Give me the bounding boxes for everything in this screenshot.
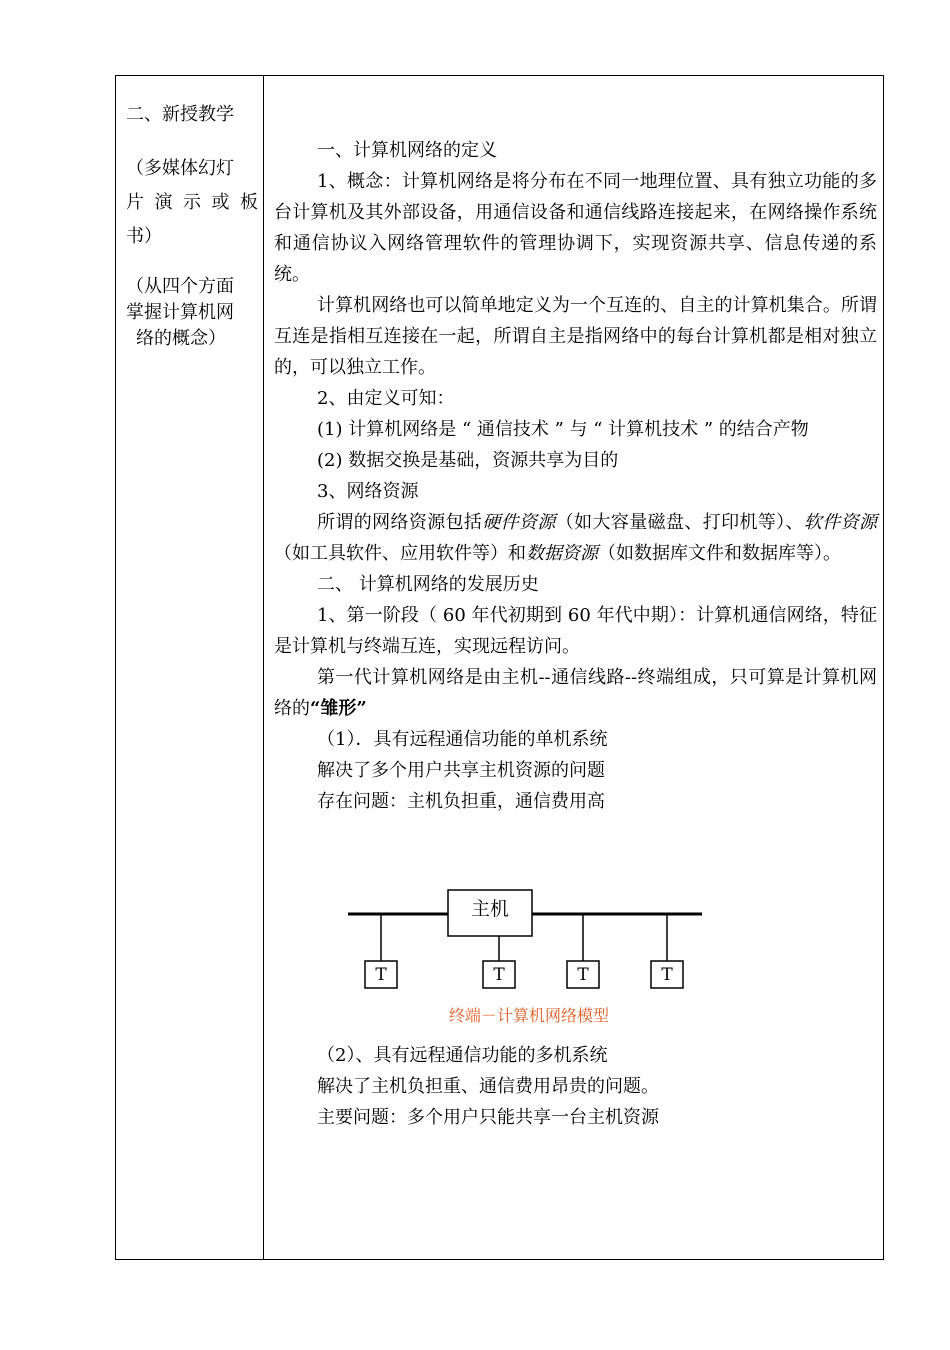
- software-resource-term: 软件资源: [803, 512, 878, 533]
- resource-title: 3、网络资源: [317, 481, 419, 502]
- goal-note-line-3: 络的概念）: [136, 328, 226, 349]
- known-item-1: (1) 计算机网络是 “ 通信技术 ” 与 “ 计算机技术 ” 的结合产物: [317, 419, 809, 440]
- simple-definition-paragraph: 计算机网络也可以简单地定义为一个互连的、自主的计算机集合。所谓互连是指相互连接在一起，所谓自主是指网络中的每台计算机都是相对独立的，可以独立工作。: [274, 295, 877, 378]
- multi-system-solved: 解决了主机负担重、通信费用昂贵的问题。: [317, 1076, 659, 1097]
- section-heading: 二、新授教学: [126, 104, 234, 125]
- embryo-term: “雏形”: [310, 698, 367, 719]
- multi-system-problem: 主要问题：多个用户只能共享一台主机资源: [317, 1107, 659, 1128]
- single-system-solved: 解决了多个用户共享主机资源的问题: [317, 760, 605, 781]
- stage1-paragraph: 1、第一阶段（ 60 年代初期到 60 年代中期）：计算机通信网络，特征是计算机与终端互连，实现远程访问。: [274, 605, 877, 657]
- multi-system-block: [317, 1040, 659, 1133]
- terminal-label-3: T: [577, 965, 589, 985]
- terminal-label-2: T: [493, 965, 505, 985]
- history-title: 二、 计算机网络的发展历史: [317, 574, 539, 595]
- definition-title: 一、计算机网络的定义: [317, 140, 497, 161]
- media-note-line-1: （多媒体幻灯: [126, 158, 234, 179]
- media-note-line-2: 片 演 示 或 板: [126, 192, 258, 213]
- left-column: [126, 98, 258, 352]
- first-generation-paragraph: 第一代计算机网络是由主机--通信线路--终端组成，只可算是计算机网络的“雏形”: [274, 667, 877, 719]
- terminal-label-4: T: [661, 965, 673, 985]
- media-note-line-3: 书）: [126, 226, 162, 247]
- terminal-label-1: T: [375, 965, 387, 985]
- known-item-2: (2) 数据交换是基础，资源共享为目的: [317, 450, 619, 471]
- data-resource-term: 数据资源: [526, 543, 598, 564]
- known-title: 2、由定义可知：: [317, 388, 455, 409]
- hardware-resource-term: 硬件资源: [482, 512, 556, 533]
- terminal-network-diagram: [340, 885, 710, 1005]
- concept-paragraph: 1、概念：计算机网络是将分布在不同一地理位置、具有独立功能的多台计算机及其外部设备，用通信设备和通信线路连接起来，在网络操作系统和通信协议入网络管理软件的管理协调下，实现资源共享、信息传递的系统。: [274, 171, 877, 285]
- single-system-problem: 存在问题：主机负担重，通信费用高: [317, 791, 605, 812]
- host-label: 主机: [470, 898, 510, 920]
- resource-paragraph: 所谓的网络资源包括硬件资源（如大容量磁盘、打印机等）、软件资源（如工具软件、应用软件等）和数据资源（如数据库文件和数据库等）。: [274, 512, 878, 564]
- single-system-title: （1）．具有远程通信功能的单机系统: [317, 729, 608, 750]
- goal-note-line-1: （从四个方面: [126, 276, 234, 297]
- content-column: [274, 135, 877, 817]
- column-divider: [263, 75, 264, 1260]
- diagram-caption: 终端－计算机网络模型: [448, 1006, 609, 1025]
- multi-system-title: （2）、具有远程通信功能的多机系统: [317, 1045, 608, 1066]
- goal-note-line-2: 掌握计算机网: [126, 302, 234, 323]
